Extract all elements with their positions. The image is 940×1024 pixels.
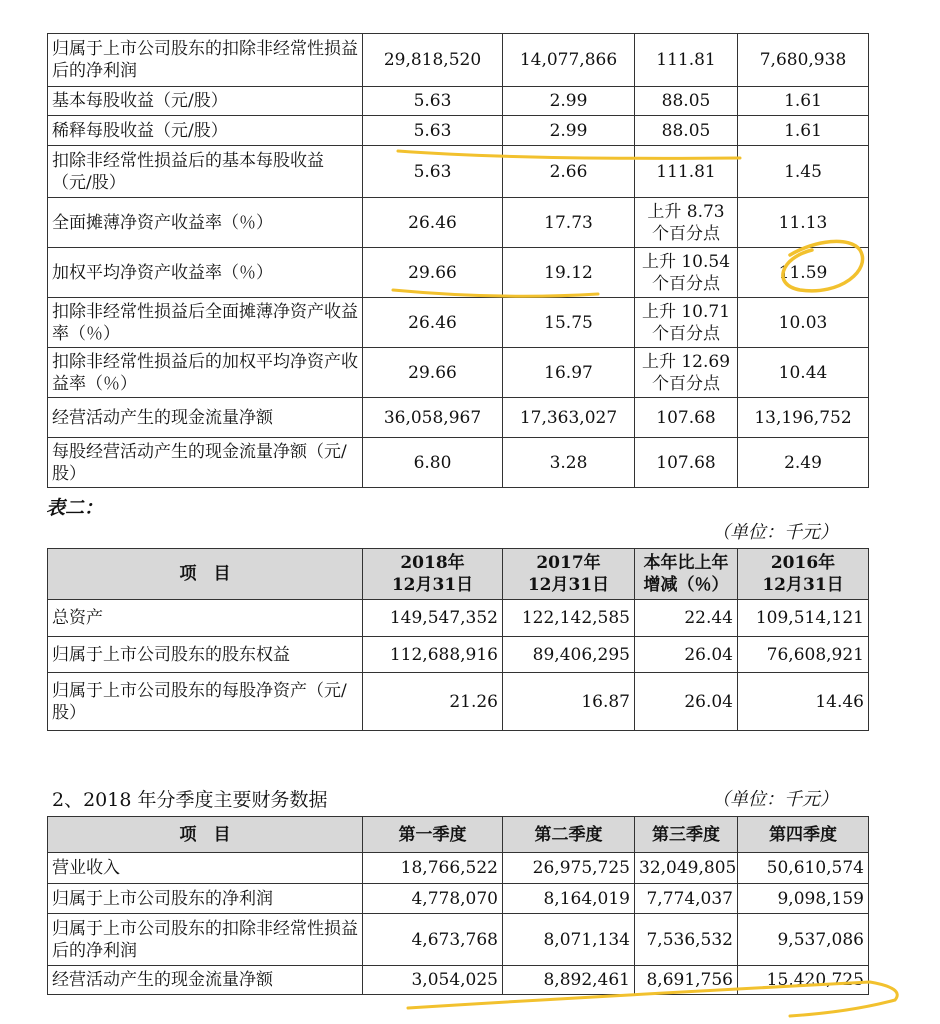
cell-2017: 122,142,585: [503, 600, 635, 637]
header-2017: 2017年 12月31日: [503, 549, 635, 600]
cell-2018: 5.63: [363, 146, 503, 198]
table-row: [48, 298, 869, 348]
cell-change: 上升 10.71 个百分点: [635, 298, 738, 348]
row-label: 总资产: [48, 600, 363, 637]
cell-q3: 7,536,532: [635, 914, 738, 966]
cell-2018: 26.46: [363, 298, 503, 348]
cell-q1: 18,766,522: [363, 853, 503, 884]
table2-unit: （单位：千元）: [712, 522, 838, 543]
cell-2016: 10.44: [738, 348, 869, 398]
cell-q1: 3,054,025: [363, 966, 503, 995]
financial-indicators-table: [47, 33, 869, 488]
cell-change: 22.44: [635, 600, 738, 637]
row-label: 归属于上市公司股东的扣除非经常性损益后的净利润: [48, 914, 363, 966]
table-row: [48, 116, 869, 146]
cell-change: 88.05: [635, 87, 738, 116]
row-label: 稀释每股收益（元/股）: [48, 116, 363, 146]
cell-2018: 26.46: [363, 198, 503, 248]
cell-q3: 32,049,805: [635, 853, 738, 884]
cell-2016: 1.61: [738, 116, 869, 146]
row-label: 每股经营活动产生的现金流量净额（元/股）: [48, 438, 363, 488]
quarterly-section-title: 2、2018 年分季度主要财务数据: [52, 789, 328, 811]
header-item: 项 目: [48, 549, 363, 600]
cell-2016: 2.49: [738, 438, 869, 488]
cell-2018: 149,547,352: [363, 600, 503, 637]
cell-2018: 36,058,967: [363, 398, 503, 438]
table-row: [48, 398, 869, 438]
cell-2016: 11.59: [738, 248, 869, 298]
table-header-row: [48, 549, 869, 600]
cell-2016: 109,514,121: [738, 600, 869, 637]
table-row: [48, 637, 869, 673]
header-item: 项 目: [48, 817, 363, 853]
row-label: 经营活动产生的现金流量净额: [48, 966, 363, 995]
row-label: 扣除非经常性损益后的基本每股收益（元/股）: [48, 146, 363, 198]
row-label: 经营活动产生的现金流量净额: [48, 398, 363, 438]
cell-2017: 3.28: [503, 438, 635, 488]
cell-2018: 29,818,520: [363, 34, 503, 87]
header-q3: 第三季度: [635, 817, 738, 853]
cell-q4: 50,610,574: [738, 853, 869, 884]
cell-2016: 1.61: [738, 87, 869, 116]
cell-2018: 5.63: [363, 116, 503, 146]
cell-2017: 19.12: [503, 248, 635, 298]
cell-change: 88.05: [635, 116, 738, 146]
cell-2016: 13,196,752: [738, 398, 869, 438]
cell-2017: 17.73: [503, 198, 635, 248]
header-change: 本年比上年 增减（％）: [635, 549, 738, 600]
table-row: [48, 438, 869, 488]
table-row: [48, 884, 869, 914]
table-row: [48, 673, 869, 731]
row-label: 扣除非经常性损益后全面摊薄净资产收益率（％）: [48, 298, 363, 348]
header-2016: 2016年 12月31日: [738, 549, 869, 600]
cell-2017: 89,406,295: [503, 637, 635, 673]
cell-change: 上升 8.73 个百分点: [635, 198, 738, 248]
quarterly-unit: （单位：千元）: [712, 789, 838, 810]
table-row: [48, 914, 869, 966]
cell-2016: 14.46: [738, 673, 869, 731]
cell-change: 111.81: [635, 34, 738, 87]
cell-change: 26.04: [635, 673, 738, 731]
cell-change: 26.04: [635, 637, 738, 673]
cell-change: 111.81: [635, 146, 738, 198]
cell-q2: 8,164,019: [503, 884, 635, 914]
table-row: [48, 600, 869, 637]
cell-change: 107.68: [635, 398, 738, 438]
cell-q2: 8,892,461: [503, 966, 635, 995]
cell-2016: 10.03: [738, 298, 869, 348]
cell-q3: 8,691,756: [635, 966, 738, 995]
table-row: [48, 853, 869, 884]
cell-2016: 76,608,921: [738, 637, 869, 673]
cell-2018: 29.66: [363, 248, 503, 298]
table-row: [48, 248, 869, 298]
table-header-row: [48, 817, 869, 853]
table-row: [48, 87, 869, 116]
table-row: [48, 198, 869, 248]
table-row: [48, 966, 869, 995]
row-label: 基本每股收益（元/股）: [48, 87, 363, 116]
row-label: 归属于上市公司股东的股东权益: [48, 637, 363, 673]
cell-2018: 6.80: [363, 438, 503, 488]
balance-table: [47, 548, 869, 731]
table-row: [48, 34, 869, 87]
cell-2016: 11.13: [738, 198, 869, 248]
cell-2018: 29.66: [363, 348, 503, 398]
row-label: 归属于上市公司股东的净利润: [48, 884, 363, 914]
cell-2018: 21.26: [363, 673, 503, 731]
row-label: 全面摊薄净资产收益率（％）: [48, 198, 363, 248]
table-row: [48, 348, 869, 398]
header-q4: 第四季度: [738, 817, 869, 853]
cell-2017: 16.97: [503, 348, 635, 398]
cell-q2: 8,071,134: [503, 914, 635, 966]
quarterly-table: [47, 816, 869, 995]
cell-2017: 14,077,866: [503, 34, 635, 87]
cell-q4: 9,098,159: [738, 884, 869, 914]
cell-q4: 15,420,725: [738, 966, 869, 995]
cell-q1: 4,673,768: [363, 914, 503, 966]
cell-change: 107.68: [635, 438, 738, 488]
cell-q4: 9,537,086: [738, 914, 869, 966]
cell-2016: 7,680,938: [738, 34, 869, 87]
cell-2017: 16.87: [503, 673, 635, 731]
row-label: 营业收入: [48, 853, 363, 884]
cell-change: 上升 12.69 个百分点: [635, 348, 738, 398]
header-q1: 第一季度: [363, 817, 503, 853]
row-label: 归属于上市公司股东的每股净资产（元/股）: [48, 673, 363, 731]
cell-2016: 1.45: [738, 146, 869, 198]
cell-2018: 5.63: [363, 87, 503, 116]
header-2018: 2018年 12月31日: [363, 549, 503, 600]
header-q2: 第二季度: [503, 817, 635, 853]
cell-2018: 112,688,916: [363, 637, 503, 673]
row-label: 加权平均净资产收益率（％）: [48, 248, 363, 298]
cell-2017: 17,363,027: [503, 398, 635, 438]
cell-q1: 4,778,070: [363, 884, 503, 914]
row-label: 扣除非经常性损益后的加权平均净资产收益率（％）: [48, 348, 363, 398]
cell-2017: 2.99: [503, 116, 635, 146]
table2-caption: 表二：: [46, 497, 104, 519]
cell-2017: 2.66: [503, 146, 635, 198]
cell-q2: 26,975,725: [503, 853, 635, 884]
cell-2017: 2.99: [503, 87, 635, 116]
cell-q3: 7,774,037: [635, 884, 738, 914]
table-row: [48, 146, 869, 198]
cell-change: 上升 10.54 个百分点: [635, 248, 738, 298]
cell-2017: 15.75: [503, 298, 635, 348]
row-label: 归属于上市公司股东的扣除非经常性损益后的净利润: [48, 34, 363, 87]
